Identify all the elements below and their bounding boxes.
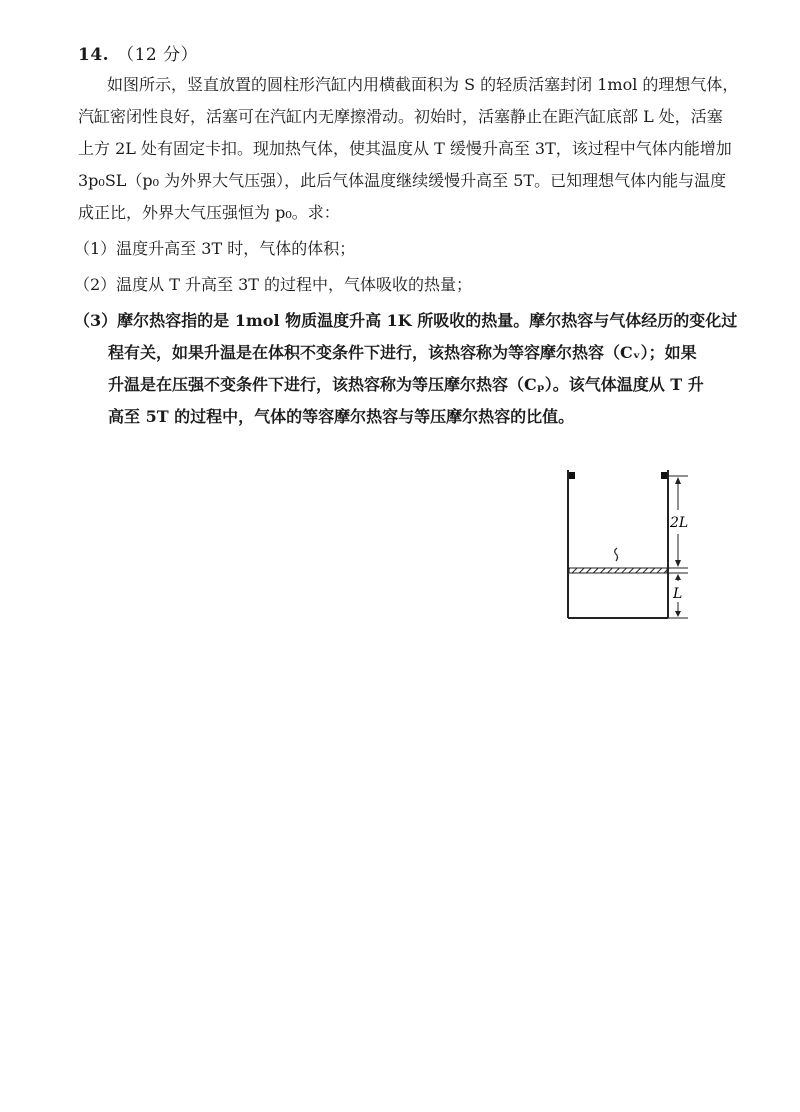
label-L: L: [673, 586, 683, 602]
stem-line-5: 成正比，外界大气压强恒为 p₀。求：: [78, 203, 340, 222]
left-clamp: [569, 472, 575, 479]
sub-question-3-line-3: 升温是在压强不变条件下进行，该热容称为等压摩尔热容（Cₚ）。该气体温度从 T 升: [108, 375, 704, 394]
stem-line-4: 3p₀SL（p₀ 为外界大气压强），此后气体温度继续缓慢升高至 5T。已知理想气体内能与温度: [78, 171, 727, 190]
sub-question-2: （2）温度从 T 升高至 3T 的过程中，气体吸收的热量；: [74, 275, 473, 294]
arrowhead-2L-up: [675, 477, 681, 484]
sub-question-3-line-1: （3）摩尔热容指的是 1mol 物质温度升高 1K 所吸收的热量。摩尔热容与气体经历的变化过: [74, 311, 738, 330]
sub-question-3-line-4: 高至 5T 的过程中，气体的等容摩尔热容与等压摩尔热容的比值。: [108, 407, 575, 426]
cylinder-figure: [550, 460, 710, 630]
stem-line-1: 如图所示，竖直放置的圆柱形汽缸内用横截面积为 S 的轻质活塞封闭 1mol 的理想气体，: [107, 75, 739, 94]
label-2L: 2L: [670, 515, 689, 531]
stem-line-3: 上方 2L 处有固定卡扣。现加热气体，使其温度从 T 缓慢升高至 3T，该过程中气体内能增加: [78, 139, 732, 158]
stem-line-2: 汽缸密闭性良好，活塞可在汽缸内无摩擦滑动。初始时，活塞静止在距汽缸底部 L 处，活塞: [78, 107, 723, 126]
sub-question-3-line-2: 程有关，如果升温是在体积不变条件下进行，该热容称为等容摩尔热容（Cᵥ）；如果: [108, 343, 697, 362]
sub-question-1: （1）温度升高至 3T 时，气体的体积；: [74, 239, 356, 258]
arrowhead-L-up: [675, 574, 681, 580]
s-pointer: [615, 548, 618, 561]
piston: [569, 568, 667, 573]
arrowhead-L-down: [675, 611, 681, 617]
question-score: （12 分）: [117, 45, 199, 65]
question-heading: [78, 40, 198, 65]
right-clamp: [661, 472, 667, 479]
arrowhead-2L-down: [675, 560, 681, 567]
question-number: 14.: [78, 45, 110, 65]
cylinder-diagram: [550, 460, 710, 630]
